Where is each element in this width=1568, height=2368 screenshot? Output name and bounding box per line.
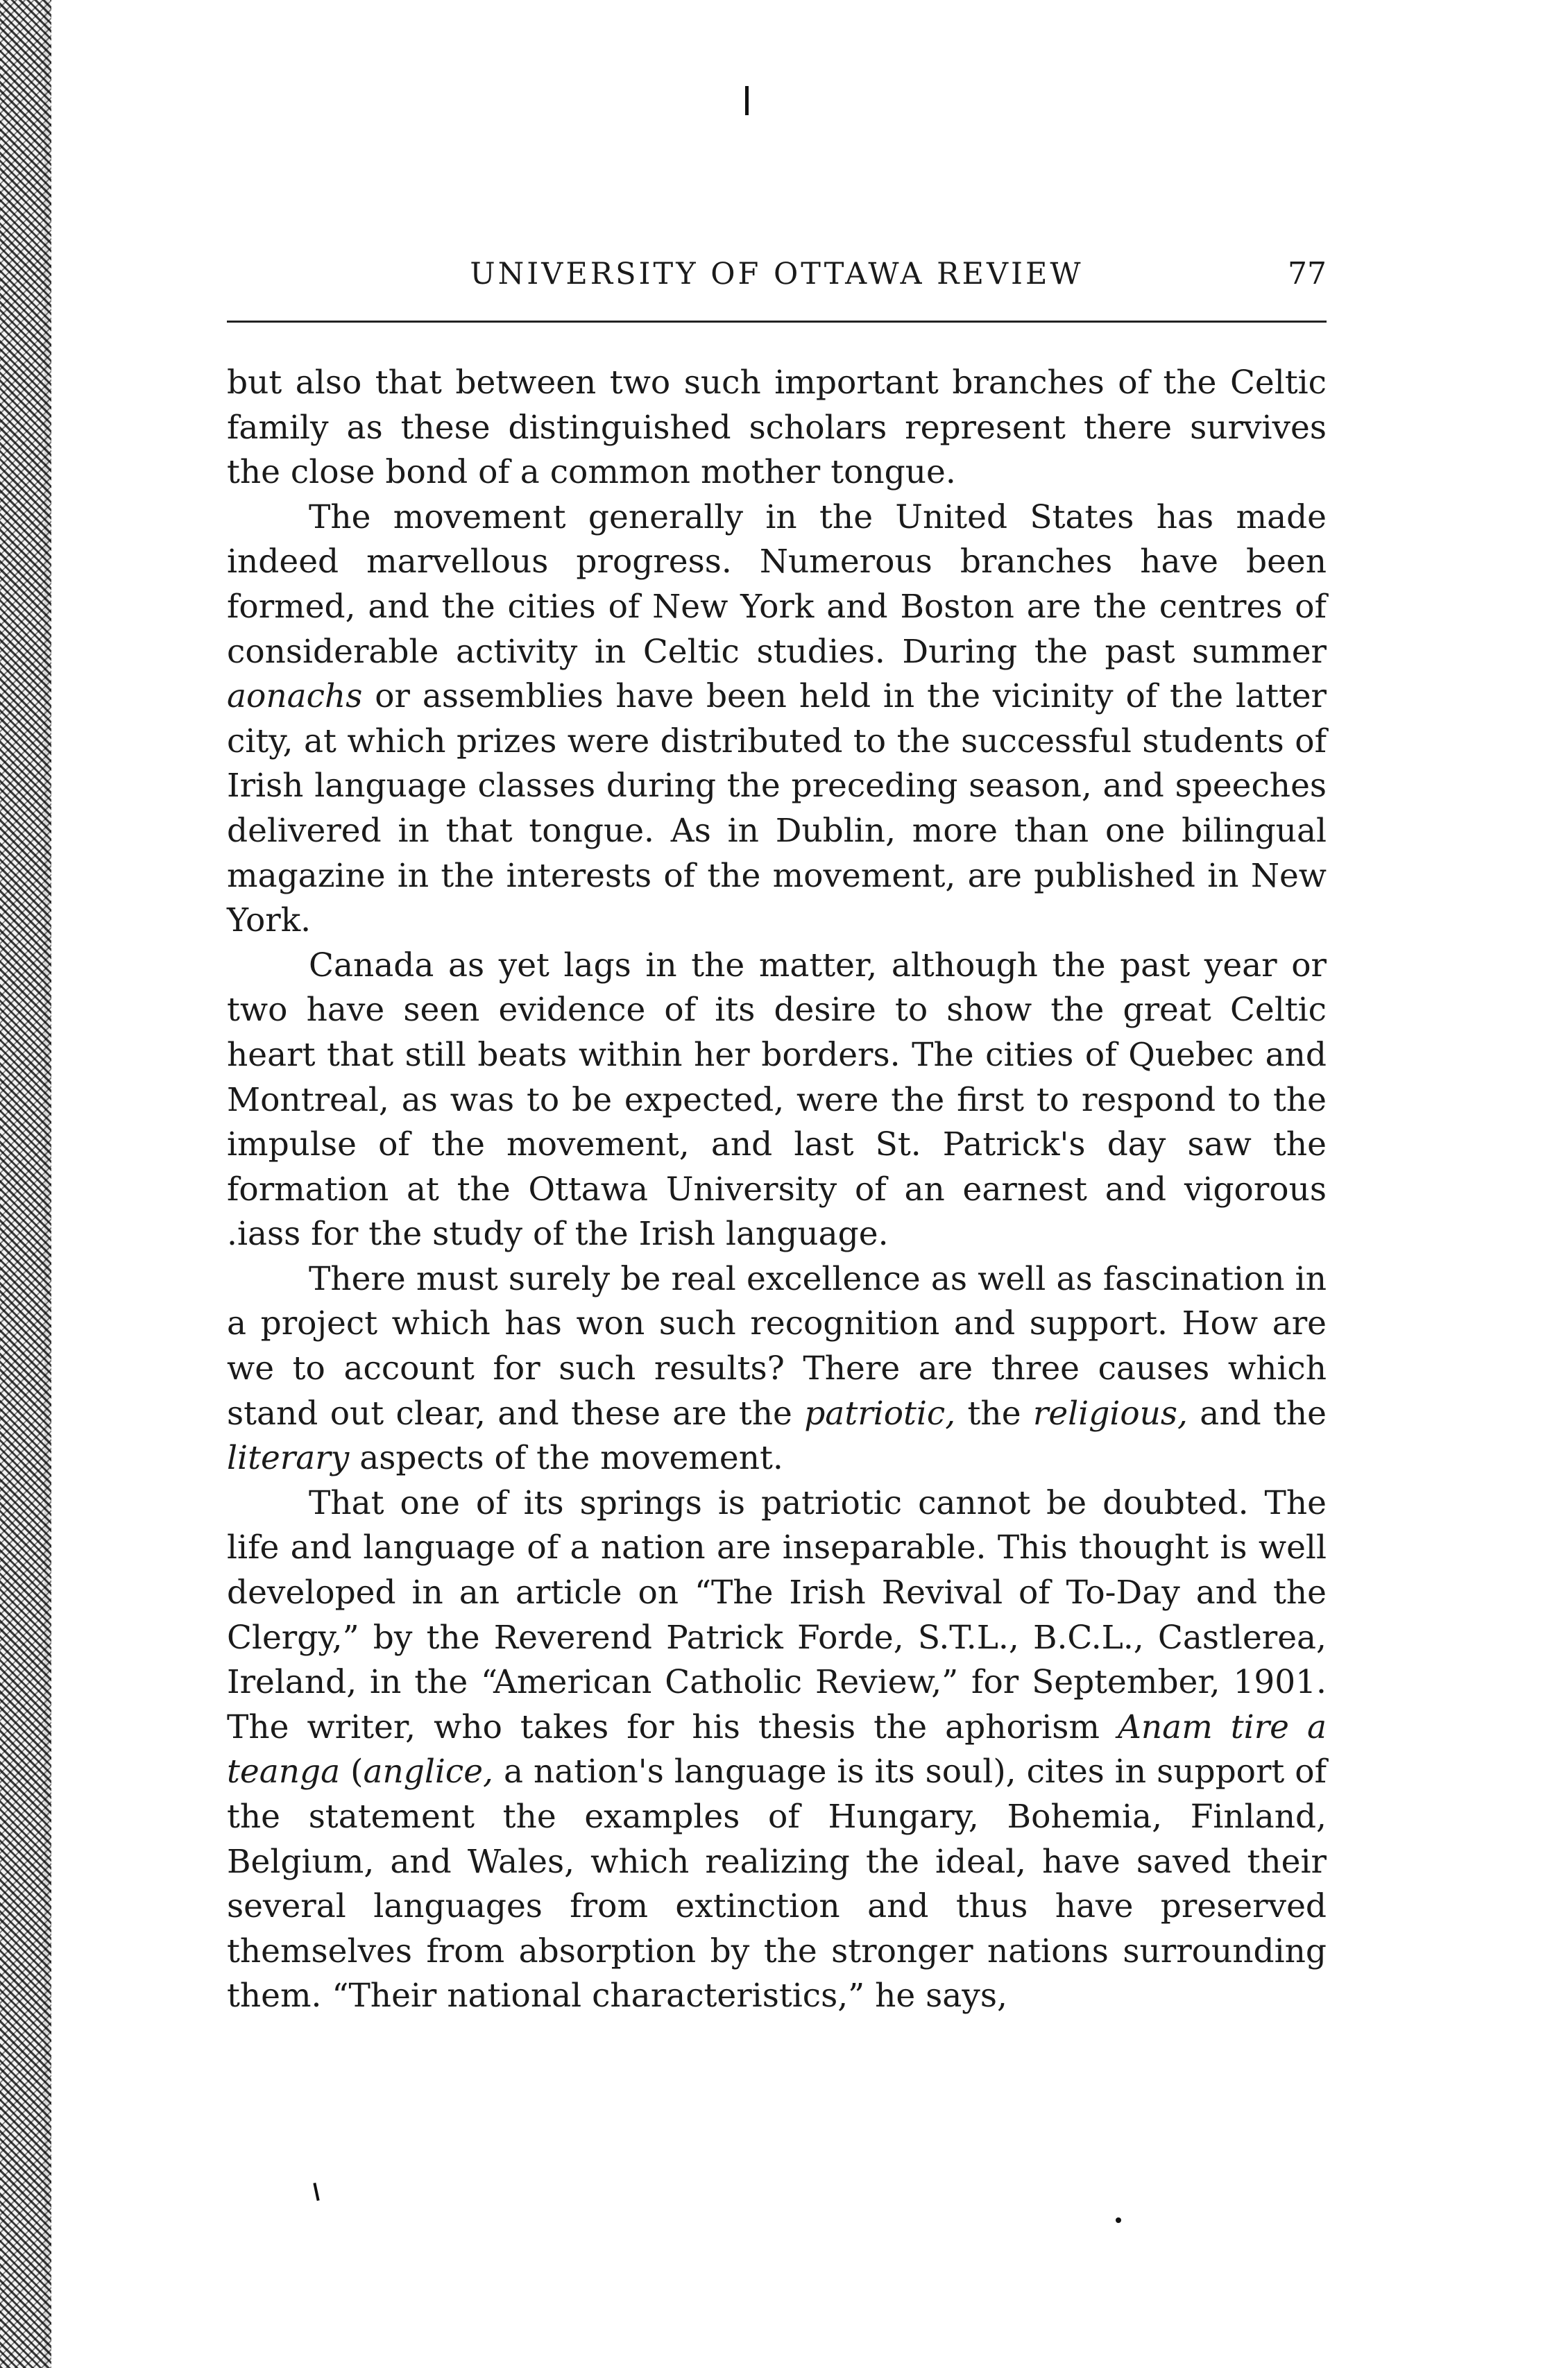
- bottom-left-ink-mark: [313, 2183, 319, 2201]
- paragraph-4-italic-religious: religious,: [1032, 1394, 1188, 1433]
- paragraph-4-italic-patriotic: patriotic,: [804, 1394, 956, 1433]
- paragraph-4-text-c: and the: [1187, 1394, 1327, 1433]
- paragraph-2-text-b: or assemblies have been held in the vicinity of the latter city, at which prizes were distributed to the successful students of Irish language classes during the preceding season, and speeches delivered in that tongue. As in Dublin, more than one bilingual magazine in the interests of the movement, are published in New York.: [227, 677, 1327, 940]
- paragraph-4-italic-literary: literary: [227, 1439, 350, 1478]
- paragraph-1: [227, 361, 1327, 495]
- paragraph-5-text-c: a nation's language is its soul), cites in support of the statement the examples of Hungary, Bohemia, Finland, Belgium, and Wales, which realizing the ideal, have saved their several languages from extinction and thus have preserved themselves from absorption by the stronger nations surrounding them. “Their national characteristics,” he says,: [227, 1753, 1327, 2016]
- bottom-right-ink-dot: [1116, 2217, 1121, 2223]
- paragraph-4: [227, 1257, 1327, 1481]
- paragraph-4-text-d: aspects of the movement.: [349, 1439, 783, 1478]
- page-number: 77: [1288, 256, 1327, 291]
- page-header: [227, 250, 1327, 298]
- paragraph-2-text-a: The movement generally in the United States has made indeed marvellous progress. Numerous branches have been formed, and the cities of New York and Boston are the centres of considerable activity in Celtic studies. During the past summer: [227, 497, 1327, 671]
- paragraph-3: [227, 944, 1327, 1257]
- paragraph-5-italic-aphorism: Anam tire a teanga: [227, 1707, 1327, 1791]
- paragraph-5: [227, 1481, 1327, 2019]
- header-rule: [227, 321, 1327, 323]
- paragraph-5-text-b: (: [340, 1753, 364, 1791]
- paragraph-4-text-b: the: [955, 1394, 1033, 1433]
- paragraph-3-text: Canada as yet lags in the matter, although the past year or two have seen evidence of its desire to show the great Celtic heart that still beats within her borders. The cities of Quebec and Montreal, as was to be expected, were the first to respond to the impulse of the movement, and last St. Patrick's day saw the formation at the Ottawa University of an earnest and vigorous .iass for the study of the Irish language.: [227, 946, 1327, 1254]
- running-title: UNIVERSITY OF OTTAWA REVIEW: [470, 257, 1084, 291]
- paragraph-4-text-a: There must surely be real excellence as well as fascination in a project which has won such recognition and support. How are we to account for such results? There are three causes which stand out clear, and these are the: [227, 1259, 1327, 1433]
- binding-edge-scan-artifact: [0, 0, 51, 2368]
- paragraph-5-text-a: That one of its springs is patriotic cannot be doubted. The life and language of a nation are inseparable. This thought is well developed in an article on “The Irish Revival of To-Day and the Clergy,” by the Reverend Patrick Forde, S.T.L., B.C.L., Castlerea, Ireland, in the “American Catholic Review,” for September, 1901. The writer, who takes for his thesis the aphorism: [227, 1483, 1327, 1746]
- paragraph-2: [227, 495, 1327, 944]
- paragraph-5-italic-anglice: anglice,: [363, 1753, 493, 1791]
- top-tick-mark: [745, 86, 749, 115]
- article-body: [227, 361, 1327, 2019]
- paragraph-2-italic-aonachs: aonachs: [227, 677, 363, 716]
- paragraph-1-text: but also that between two such important branches of the Celtic family as these distinguished scholars represent there survives the close bond of a common mother tongue.: [227, 364, 1327, 492]
